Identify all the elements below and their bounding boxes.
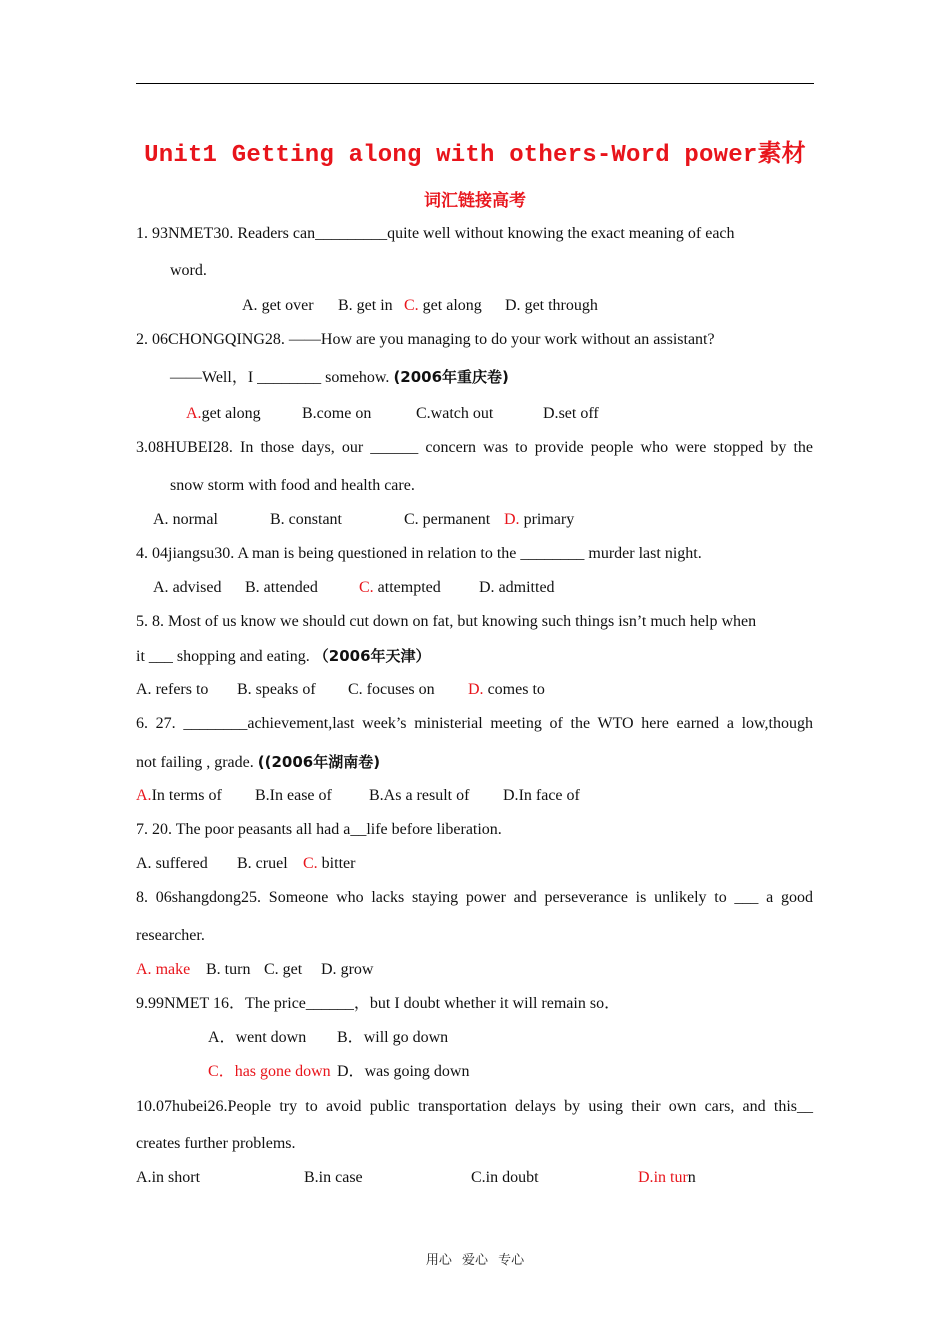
question-1-stem: 1. 93NMET30. Readers can_________quite well without knowing the exact meaning of each xyxy=(136,225,735,242)
q5-option-c: C. focuses on xyxy=(348,681,435,698)
question-2-stem-cont: ——Well，I ________ somehow. (2006年重庆卷) xyxy=(170,368,509,386)
question-2-source: (2006年重庆卷) xyxy=(393,368,509,386)
q1-option-c: C. get along xyxy=(404,297,482,314)
q4-option-a: A. advised xyxy=(153,579,222,596)
q2-option-c: C.watch out xyxy=(416,405,494,422)
question-3-stem-cont: snow storm with food and health care. xyxy=(170,477,415,494)
q1-option-b: B. get in xyxy=(338,297,393,314)
question-6-stem: 6. 27. ________achievement,last week’s ministerial meeting of the WTO here earned a low,though xyxy=(136,715,813,732)
q5-option-a: A. refers to xyxy=(136,681,209,698)
question-4-stem: 4. 04jiangsu30. A man is being questioned in relation to the ________ murder last night. xyxy=(136,545,702,562)
question-9-stem: 9.99NMET 16．The price______，but I doubt whether it will remain so． xyxy=(136,995,621,1012)
q10-option-d: D.in turn xyxy=(638,1169,696,1186)
q10-option-c: C.in doubt xyxy=(471,1169,539,1186)
q4-option-d: D. admitted xyxy=(479,579,555,596)
q6-option-d: D.In face of xyxy=(503,787,580,804)
question-2-stem: 2. 06CHONGQING28. ——How are you managing to do your work without an assistant? xyxy=(136,331,715,348)
q7-option-a: A. suffered xyxy=(136,855,208,872)
question-3-stem: 3.08HUBEI28. In those days, our ______ concern was to provide people who were stopped by the xyxy=(136,439,813,456)
question-5-source: （2006年天津） xyxy=(313,647,431,665)
q3-option-b: B. constant xyxy=(270,511,342,528)
q5-option-d: D. comes to xyxy=(468,681,545,698)
question-8-stem-cont: researcher. xyxy=(136,927,205,944)
question-6-source: ((2006年湖南卷) xyxy=(257,753,381,771)
q2-option-d: D.set off xyxy=(543,405,599,422)
q5-option-b: B. speaks of xyxy=(237,681,316,698)
q2-option-a: A.get along xyxy=(186,405,261,422)
q9-option-c: C．has gone down xyxy=(208,1063,331,1080)
q3-option-c: C. permanent xyxy=(404,511,491,528)
question-7-stem: 7. 20. The poor peasants all had a__life before liberation. xyxy=(136,821,502,838)
q7-option-b: B. cruel xyxy=(237,855,288,872)
question-5-stem: 5. 8. Most of us know we should cut down on fat, but knowing such things isn’t much help when xyxy=(136,613,757,630)
page-footer: 用心 爱心 专心 xyxy=(425,1253,525,1268)
section-subtitle: 词汇链接高考 xyxy=(424,191,526,211)
q7-option-c: C. bitter xyxy=(303,855,356,872)
question-10-stem: 10.07hubei26.People try to avoid public transportation delays by using their own cars, and this__ xyxy=(136,1098,813,1115)
q9-option-a: A．went down xyxy=(208,1029,307,1046)
question-1-stem-cont: word. xyxy=(170,262,207,279)
q9-option-b: B．will go down xyxy=(337,1029,449,1046)
q1-option-a: A. get over xyxy=(242,297,314,314)
q2-option-b: B.come on xyxy=(302,405,372,422)
q10-option-a: A.in short xyxy=(136,1169,201,1186)
q4-option-b: B. attended xyxy=(245,579,318,596)
q4-option-c: C. attempted xyxy=(359,579,441,596)
q3-option-d: D. primary xyxy=(504,511,575,528)
q1-option-d: D. get through xyxy=(505,297,598,314)
q6-option-a: A.In terms of xyxy=(136,787,222,804)
q9-option-d: D．was going down xyxy=(337,1063,470,1080)
header-rule xyxy=(136,83,814,84)
q10-option-b: B.in case xyxy=(304,1169,363,1186)
q8-option-a: A. make xyxy=(136,961,191,978)
question-10-stem-cont: creates further problems. xyxy=(136,1135,296,1152)
document-title: Unit1 Getting along with others-Word power素材 xyxy=(144,142,806,169)
q3-option-a: A. normal xyxy=(153,511,218,528)
question-8-stem: 8. 06shangdong25. Someone who lacks staying power and perseverance is unlikely to ___ a good xyxy=(136,889,813,906)
q6-option-b2: B.As a result of xyxy=(369,787,470,804)
q8-option-d: D. grow xyxy=(321,961,374,978)
question-6-stem-cont: not failing , grade. ((2006年湖南卷) xyxy=(136,753,381,771)
q6-option-b: B.In ease of xyxy=(255,787,332,804)
q8-option-c: C. get xyxy=(264,961,303,978)
question-5-stem-cont: it ___ shopping and eating. （2006年天津） xyxy=(136,647,431,665)
q8-option-b: B. turn xyxy=(206,961,251,978)
